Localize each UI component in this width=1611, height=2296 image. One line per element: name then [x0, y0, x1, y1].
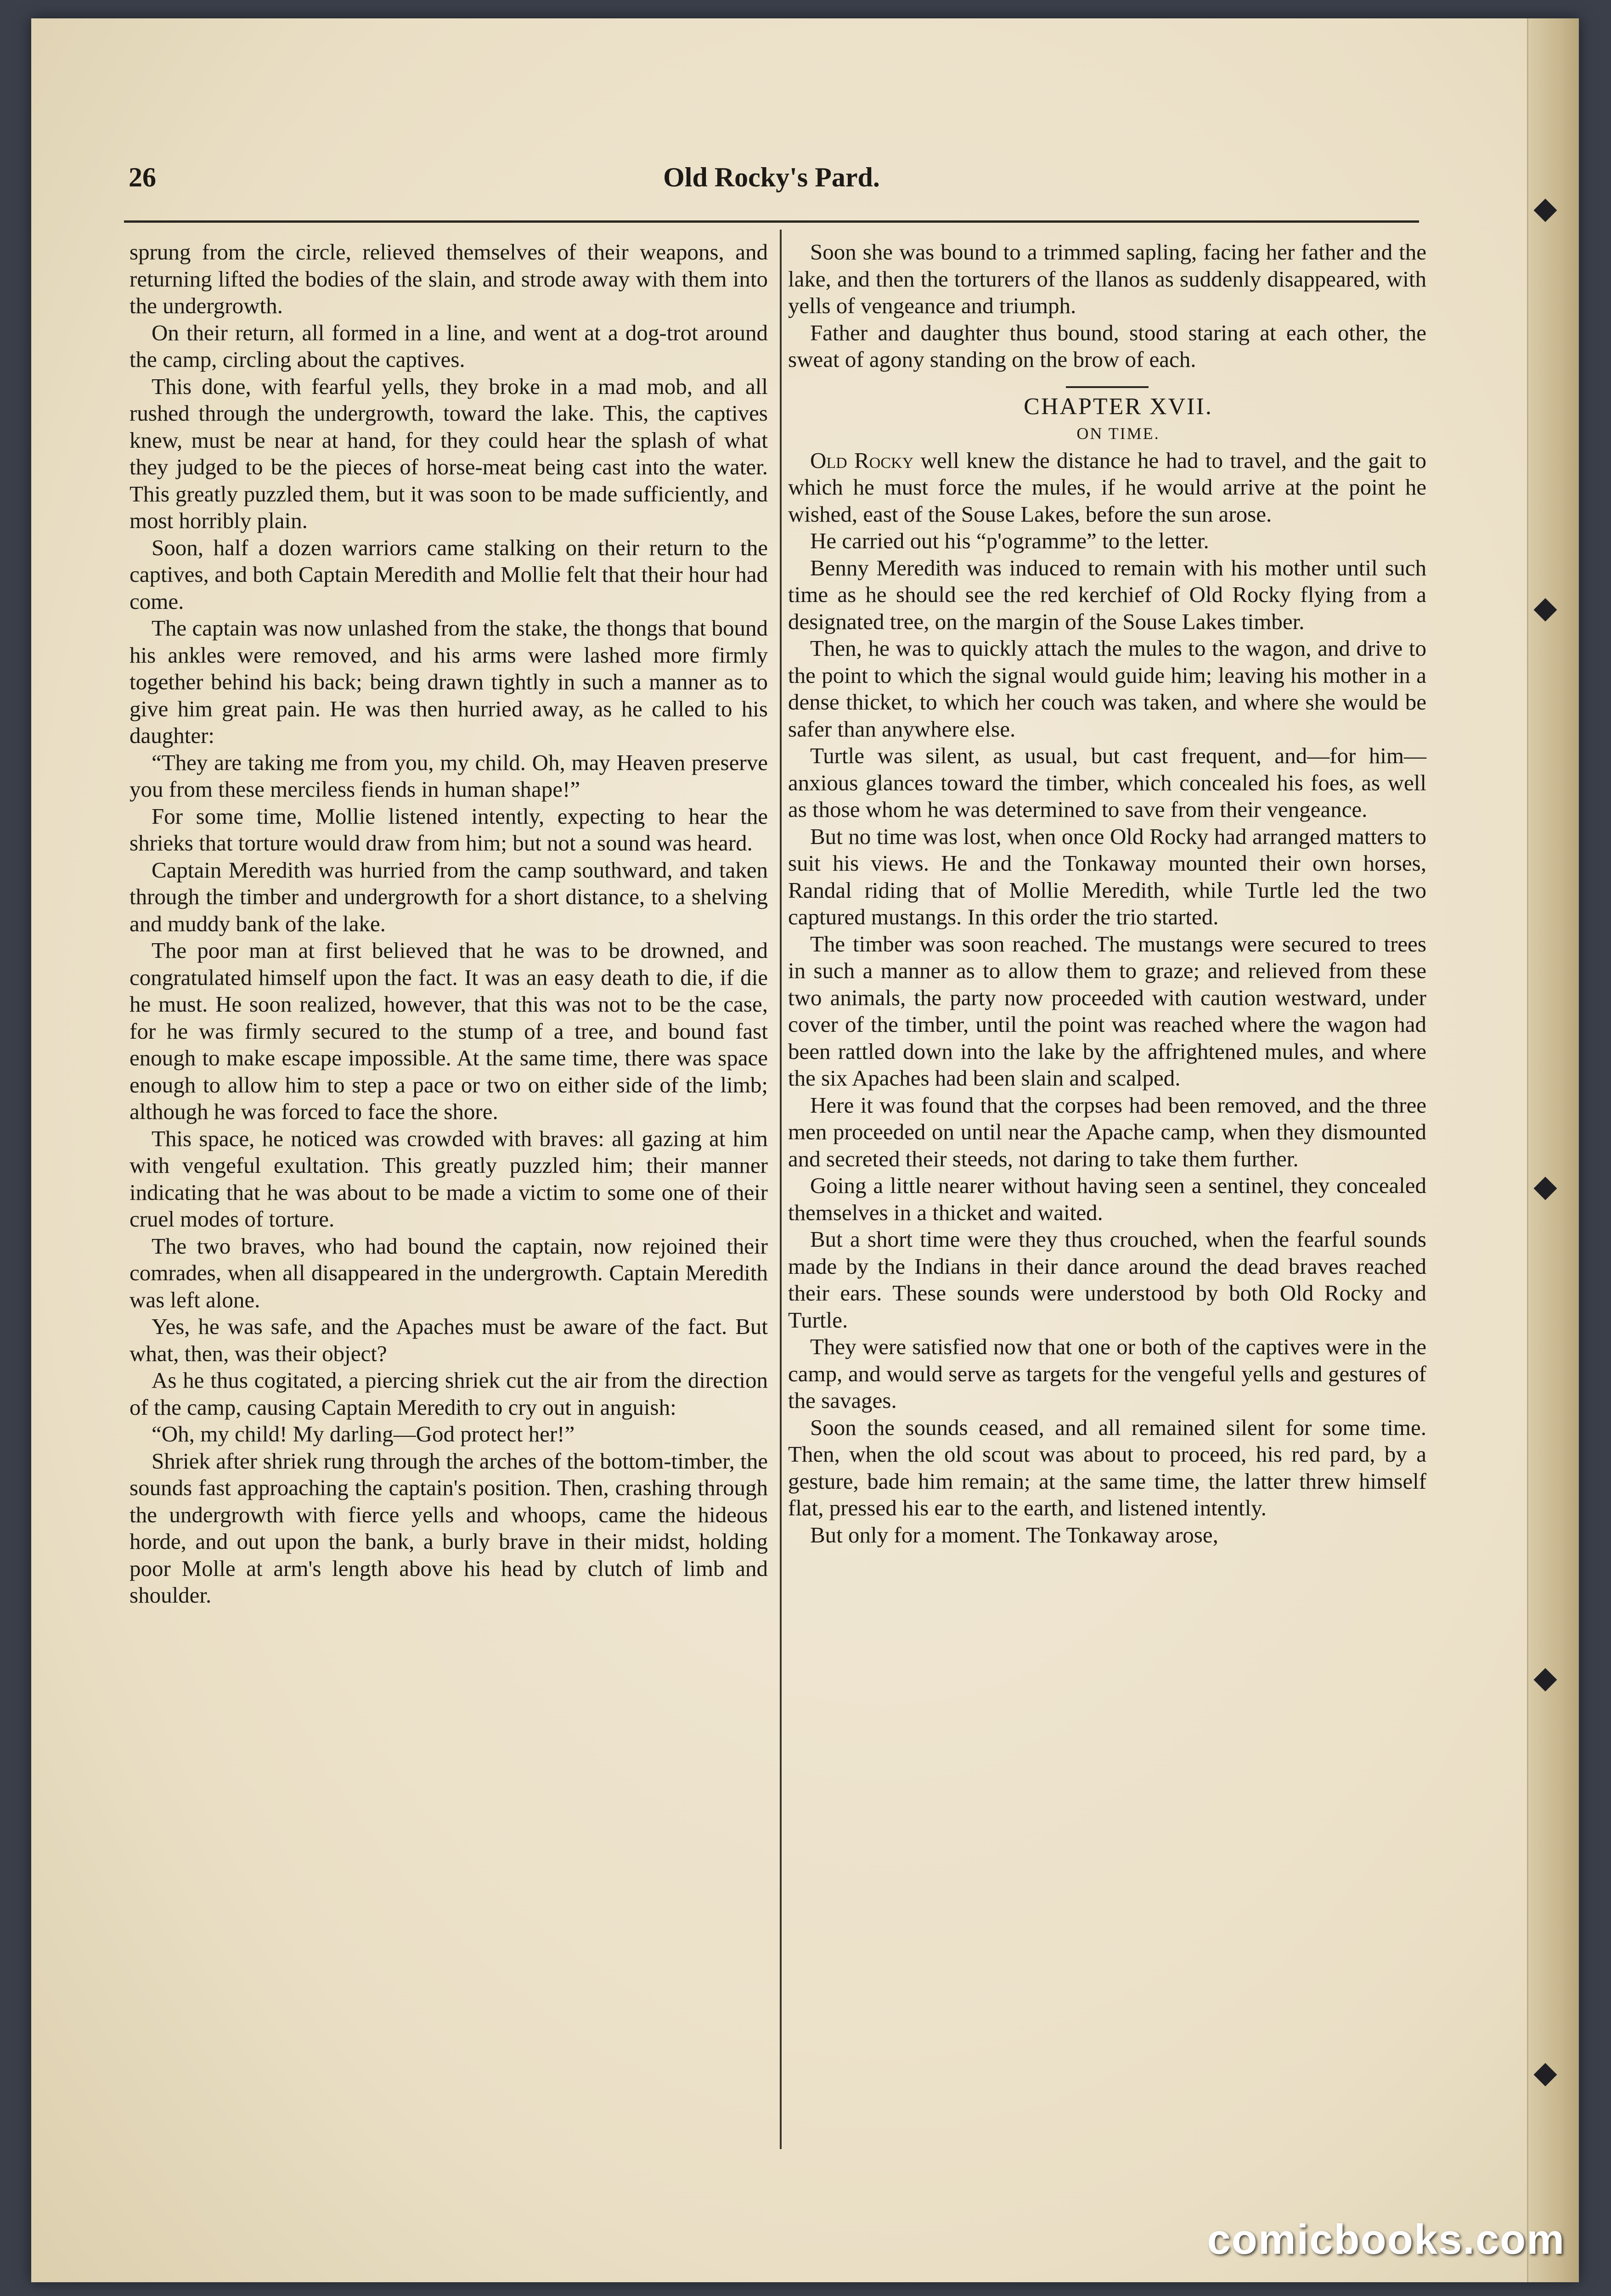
paragraph: On their return, all formed in a line, and went at a dog-trot around the camp, circling about the captives. — [130, 320, 768, 372]
paragraph: As he thus cogitated, a piercing shriek cut the air from the direction of the camp, causing Captain Meredith to cry out in anguish: — [130, 1367, 768, 1420]
paragraph: Benny Meredith was induced to remain with his mother until such time as he should see the red kerchief of Old Rocky flying from a designated tree, on the margin of the Souse Lakes timber. — [788, 555, 1426, 634]
paragraph: This done, with fearful yells, they broke in a mad mob, and all rushed through the undergrowth, toward the lake. This, the captives knew, must be near at hand, for they could hear the splash of what they judged to be the pieces of horse-meat being cast into the water. This greatly puzzled them, but it was soon to be made sufficiently, and most horribly plain. — [130, 373, 768, 533]
paragraph: Father and daughter thus bound, stood staring at each other, the sweat of agony standing on the brow of each. — [788, 320, 1426, 372]
paragraph: The two braves, who had bound the captain, now rejoined their comrades, when all disappeared in the undergrowth. Captain Meredith was left alone. — [130, 1233, 768, 1312]
page-number: 26 — [129, 162, 156, 192]
chapter-title: CHAPTER XVII. — [1024, 393, 1213, 420]
stitch-mark — [1534, 598, 1557, 622]
column-divider — [780, 230, 782, 2149]
header-rule — [124, 220, 1419, 223]
paragraph: Soon, half a dozen warriors came stalking on their return to the captives, and both Captain Meredith and Mollie felt that their hour had come. — [130, 535, 768, 614]
paragraph: But no time was lost, when once Old Rocky had arranged matters to suit his views. He and the Tonkaway mounted their own horses, Randal riding that of Mollie Meredith, while Turtle led the two captured mustangs. In this order the trio started. — [788, 823, 1426, 929]
paragraph: Then, he was to quickly attach the mules to the wagon, and drive to the point to which the signal would guide him; leaving his mother in a dense thicket, to which her couch was taken, and where she would be safer than anywhere else. — [788, 636, 1426, 742]
paragraph: But a short time were they thus crouched, when the fearful sounds made by the Indians in their dance around the dead braves reached their ears. These sounds were understood by both Old Rocky and Turtle. — [788, 1227, 1426, 1333]
chapter-lead-words: Old Rocky — [810, 447, 914, 473]
paragraph: Going a little nearer without having seen a sentinel, they concealed themselves in a thicket and waited. — [788, 1173, 1426, 1225]
chapter-subtitle: ON TIME. — [1076, 424, 1160, 443]
paragraph: Here it was found that the corpses had been removed, and the three men proceeded on until near the Apache camp, when they dismounted and secreted their steeds, not daring to take them further. — [788, 1092, 1426, 1171]
paragraph: The captain was now unlashed from the stake, the thongs that bound his ankles were removed, and his arms were lashed more firmly together behind his back; being drawn tightly in such a manner as to give him great pain. He was then hurried away, as he called to his daughter: — [130, 615, 768, 748]
paragraph: But only for a moment. The Tonkaway arose, — [810, 1522, 1218, 1548]
paragraph: Captain Meredith was hurried from the camp southward, and taken through the timber and undergrowth for a short distance, to a shelving and muddy bank of the lake. — [130, 857, 768, 936]
paragraph: Turtle was silent, as usual, but cast frequent, and—for him—anxious glances toward the timber, which concealed his foes, as well as those whom he was determined to save from their vengeance. — [788, 743, 1426, 822]
running-title: Old Rocky's Pard. — [663, 162, 880, 192]
watermark-logo: comicbooks.com — [1207, 2216, 1565, 2263]
paragraph: Yes, he was safe, and the Apaches must be aware of the fact. But what, then, was their object? — [130, 1314, 768, 1366]
paragraph: “Oh, my child! My darling—God protect her!” — [152, 1421, 575, 1446]
chapter-lead-rest: well knew the distance he had to travel, and the gait to which he must force the mules, if he would arrive at the point he wished, east of the Souse Lakes, before the sun arose. — [788, 447, 1426, 527]
paragraph: For some time, Mollie listened intently, expecting to hear the shrieks that torture would draw from him; but not a sound was heard. — [130, 803, 768, 855]
paragraph: This space, he noticed was crowded with braves: all gazing at him with vengeful exultation. This greatly puzzled him; their manner indicating that he was about to be made a victim to some one of their cruel modes of torture. — [130, 1125, 768, 1232]
paragraph: The timber was soon reached. The mustangs were secured to trees in such a manner as to allow them to graze; and relieved from these two animals, the party now proceeded with caution westward, under cover of the timber, until the point was reached where the wagon had been rattled down into the lake by the affrightened mules, and where the six Apaches had been slain and scalped. — [788, 931, 1426, 1091]
left-column — [130, 239, 768, 1609]
paragraph: The poor man at first believed that he was to be drowned, and congratulated himself upon the fact. It was an easy death to die, if die he must. He soon realized, however, that this was not to be the case, for he was firmly secured to the stump of a tree, and bound fast enough to make escape impossible. At the same time, there was space enough to allow him to step a pace or two on either side of the limb; although he was forced to face the shore. — [130, 938, 768, 1124]
stitch-mark — [1534, 1177, 1557, 1200]
paragraph: sprung from the circle, relieved themselves of their weapons, and returning lifted the bodies of the slain, and strode away with them into the undergrowth. — [130, 239, 768, 318]
running-header — [129, 162, 1414, 208]
paragraph: Soon the sounds ceased, and all remained silent for some time. Then, when the old scout was about to proceed, his red pard, by a gesture, bade him remain; at the same time, the latter threw himself flat, pressed his ear to the earth, and listened intently. — [788, 1414, 1426, 1520]
paragraph: They were satisfied now that one or both of the captives were in the camp, and would serve as targets for the vengeful yells and gestures of the savages. — [788, 1334, 1426, 1413]
stitch-mark — [1534, 2063, 1557, 2087]
paragraph: He carried out his “p'ogramme” to the letter. — [810, 528, 1209, 553]
paragraph: Soon she was bound to a trimmed sapling, facing her father and the lake, and then the torturers of the llanos as suddenly disappeared, with yells of vengeance and triumph. — [788, 239, 1426, 318]
binding-spine — [1527, 18, 1579, 2282]
paragraph: “They are taking me from you, my child. Oh, may Heaven preserve you from these merciless fiends in human shape!” — [130, 749, 768, 802]
paragraph: Shriek after shriek rung through the arches of the bottom-timber, the sounds fast approaching the captain's position. Then, crashing through the undergrowth with fierce yells and whoops, came the hideous horde, and out upon the bank, a burly brave in their midst, holding poor Molle at arm's length above his head by clutch of limb and shoulder. — [130, 1448, 768, 1608]
chapter-rule — [1066, 386, 1149, 388]
right-column — [788, 239, 1426, 1548]
stitch-mark — [1534, 199, 1557, 222]
chapter-opening-paragraph — [788, 447, 1426, 528]
stitch-mark — [1534, 1668, 1557, 1692]
